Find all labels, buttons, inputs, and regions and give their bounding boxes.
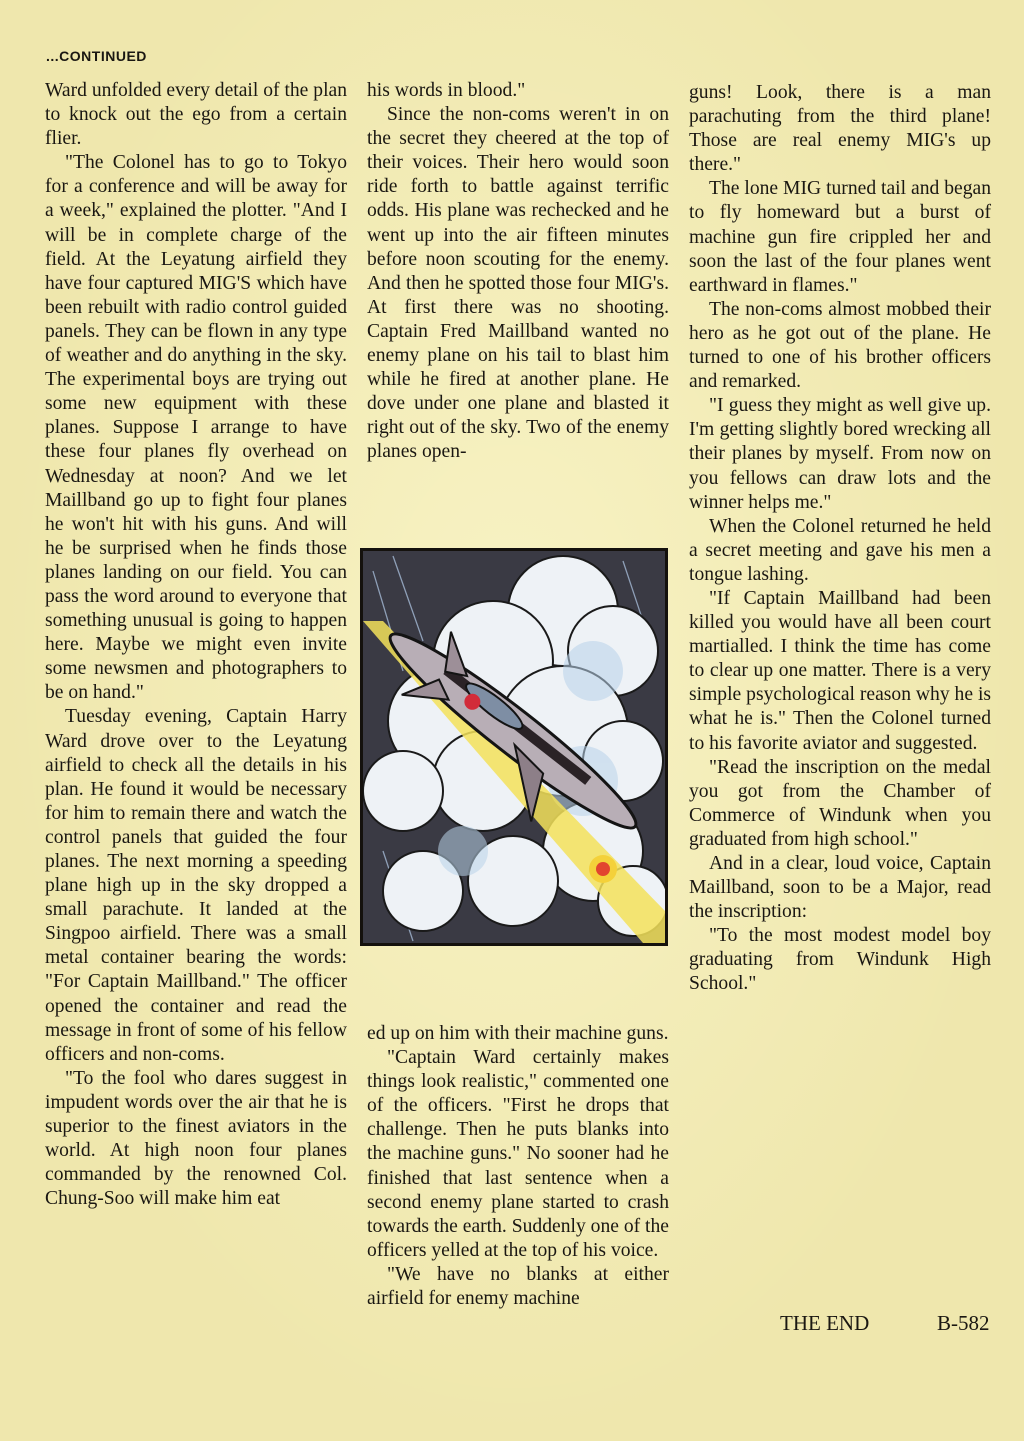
paragraph: guns! Look, there is a man parachuting from the third plane! Those are real enemy MIG's up there." xyxy=(689,82,991,176)
paragraph: When the Colonel returned he held a secret meeting and gave his men a tongue lashing. xyxy=(689,515,991,585)
paragraph: The lone MIG turned tail and began to fly homeward but a burst of machine gun fire crippled her and soon the last of the four planes went earthward in flames." xyxy=(689,178,991,296)
paragraph: "To the fool who dares suggest in impudent words over the air that he is superior to the finest aviators in the world. At high noon four planes commanded by the renowned Col. Chung-Soo will make him eat xyxy=(45,1067,347,1210)
paragraph: "To the most modest model boy graduating from Windunk High School." xyxy=(689,925,991,995)
text-column-3 xyxy=(689,81,991,997)
paragraph: Ward unfolded every detail of the plan to knock out the ego from a certain flier. xyxy=(45,80,348,150)
paragraph: "Captain Ward certainly makes things look realistic," commented one of the officers. "First he drops that challenge. Then he puts blanks into the machine guns." No sooner had he finished that last sentence when a second enemy plane started to crash towards the earth. Suddenly one of the officers yelled at the top of his voice. xyxy=(367,1047,669,1261)
paragraph: Tuesday evening, Captain Harry Ward drove over to the Leyatung airfield to check all the details in his plan. He found it would be necessary for him to remain there and watch the control panels that guided the four planes. The next morning a speeding plane high up in the sky dropped a small parachute. It landed at the Singpoo airfield. There was a small metal container bearing the words: "For Captain Maillband." The officer opened the container and read the message in front of some of his fellow officers and non-coms. xyxy=(45,706,347,1065)
paragraph: "We have no blanks at either airfield for enemy machine xyxy=(367,1263,669,1310)
text-column-2-top xyxy=(367,79,669,465)
continued-label: ...CONTINUED xyxy=(46,48,147,64)
paragraph: ed up on him with their machine guns. xyxy=(367,1023,669,1044)
paragraph: "I guess they might as well give up. I'm getting slightly bored wrecking all their planes by myself. From now on you fellows can draw lots and the winner helps me." xyxy=(689,395,991,513)
paragraph: The non-coms almost mobbed their hero as he got out of the plane. He turned to one of his brother officers and remarked. xyxy=(689,298,991,393)
story-code: B-582 xyxy=(937,1311,990,1335)
text-column-2-bottom xyxy=(367,1022,669,1311)
illustration-panel xyxy=(360,548,668,946)
paragraph: "If Captain Maillband had been killed you would have all been court martialled. I think the time has come to clear up one matter. There is a very simple psychological reason why he is what he is." Then the Colonel turned to his favorite aviator and suggested. xyxy=(689,587,992,754)
text-column-1 xyxy=(45,79,347,1211)
paragraph: And in a clear, loud voice, Captain Maillband, soon to be a Major, read the inscription: xyxy=(689,853,991,923)
the-end-label: THE END xyxy=(780,1311,870,1335)
paragraph: Since the non-coms weren't in on the secret they cheered at the top of their voices. Their hero would soon ride forth to battle against terrific odds. His plane was rechecked and he went up into the air fifteen minutes before noon scouting for the enemy. And then he spotted those four MIG's. At first there was no shooting. Captain Fred Maillband wanted no enemy plane on his tail to blast him while he fired at another plane. He dove under one plane and blasted it right out of the sky. Two of the enemy planes open- xyxy=(367,104,669,463)
paragraph: "Read the inscription on the medal you got from the Chamber of Commerce of Windunk when you graduated from high school." xyxy=(689,756,991,850)
paragraph: "The Colonel has to go to Tokyo for a conference and will be away for a week," explained the plotter. "And I will be in complete charge of the field. At the Leyatung airfield they have four captured MIG'S which have been rebuilt with radio control guided panels. They can be flown in any type of weather and do anything in the sky. The experimental boys are trying out some new equipment with these planes. Suppose I arrange to have these four planes fly overhead on Wednesday at noon? And we let Maillband go up to fight four planes he won't hit with his guns. And will he be surprised when he finds those planes landing on our field. You can pass the word around to everyone that something unusual is going to happen here. Maybe we might even invite some newsmen and photographers to be on hand." xyxy=(45,152,347,704)
plane-crash-panel-icon xyxy=(363,551,665,943)
paragraph: his words in blood." xyxy=(367,80,526,101)
